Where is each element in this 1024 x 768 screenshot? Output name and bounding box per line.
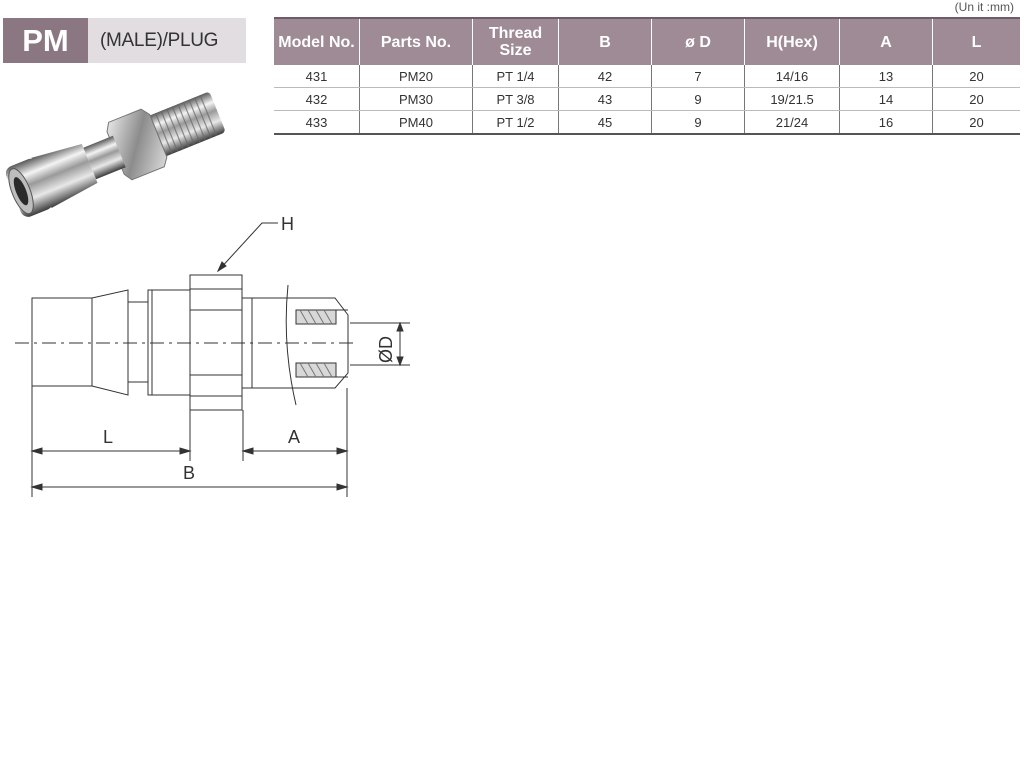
- col-header-parts-no: Parts No.: [360, 18, 473, 65]
- label-length-b: B: [183, 463, 196, 483]
- cell-thread-size: PT 3/8: [473, 88, 559, 111]
- product-code-badge: PM: [3, 18, 88, 63]
- cell-l: 20: [933, 88, 1021, 111]
- cell-model-no: 433: [274, 111, 360, 135]
- col-header-thread-size: Thread Size: [473, 18, 559, 65]
- product-subtitle: (MALE)/PLUG: [88, 18, 246, 63]
- cell-a: 16: [840, 111, 933, 135]
- table-row: [274, 88, 1020, 111]
- label-hex: H: [281, 214, 294, 234]
- spec-table-header-row: [274, 18, 1020, 65]
- col-header-a: A: [840, 18, 933, 65]
- cell-d: 9: [652, 111, 745, 135]
- cell-parts-no: PM20: [360, 65, 473, 88]
- spec-table: [274, 17, 1020, 135]
- cell-d: 7: [652, 65, 745, 88]
- cell-d: 9: [652, 88, 745, 111]
- cell-l: 20: [933, 111, 1021, 135]
- product-photo: [6, 82, 246, 217]
- cell-l: 20: [933, 65, 1021, 88]
- cell-model-no: 432: [274, 88, 360, 111]
- col-header-l: L: [933, 18, 1021, 65]
- label-length-a: A: [288, 427, 301, 447]
- cell-b: 42: [559, 65, 652, 88]
- cell-b: 43: [559, 88, 652, 111]
- table-row: [274, 65, 1020, 88]
- cell-parts-no: PM40: [360, 111, 473, 135]
- table-row: [274, 111, 1020, 135]
- cell-b: 45: [559, 111, 652, 135]
- label-diameter: ØD: [376, 336, 396, 363]
- cell-model-no: 431: [274, 65, 360, 88]
- cell-thread-size: PT 1/4: [473, 65, 559, 88]
- cell-hex: 14/16: [745, 65, 840, 88]
- label-length-l: L: [103, 427, 114, 447]
- cell-thread-size: PT 1/2: [473, 111, 559, 135]
- col-header-d: ø D: [652, 18, 745, 65]
- col-header-model-no: Model No.: [274, 18, 360, 65]
- unit-note: (Un it :mm): [954, 0, 1014, 14]
- cell-hex: 19/21.5: [745, 88, 840, 111]
- cell-a: 14: [840, 88, 933, 111]
- col-header-b: B: [559, 18, 652, 65]
- cell-a: 13: [840, 65, 933, 88]
- cell-hex: 21/24: [745, 111, 840, 135]
- technical-drawing: [0, 205, 430, 505]
- col-header-hex: H(Hex): [745, 18, 840, 65]
- cell-parts-no: PM30: [360, 88, 473, 111]
